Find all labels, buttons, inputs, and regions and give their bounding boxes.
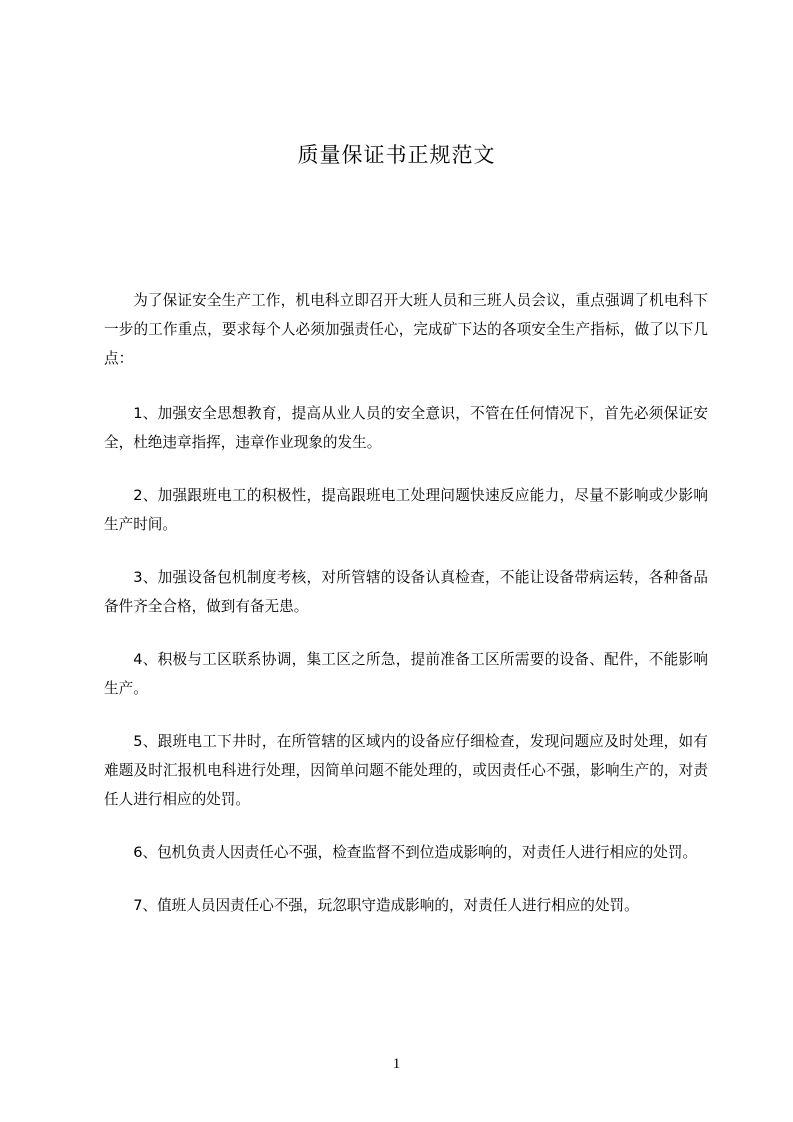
document-body [104,286,708,944]
point-paragraph-7: 7、值班人员因责任心不强，玩忽职守造成影响的，对责任人进行相应的处罚。 [133,897,639,914]
page-number: 1 [392,1056,401,1072]
point-paragraph-1: 1、加强安全思想教育，提高从业人员的安全意识，不管在任何情况下，首先必须保证安全，杜绝违章指挥，违章作业现象的发生。 [104,405,708,451]
point-paragraph-5: 5、跟班电工下井时，在所管辖的区域内的设备应仔细检查，发现问题应及时处理，如有难题及时汇报机电科进行处理，因简单问题不能处理的，或因责任心不强，影响生产的，对责任人进行相应的处罚。 [104,733,708,808]
intro-paragraph: 为了保证安全生产工作，机电科立即召开大班人员和三班人员会议，重点强调了机电科下一步的工作重点，要求每个人必须加强责任心，完成矿下达的各项安全生产指标，做了以下几点： [104,292,708,367]
point-paragraph-3: 3、加强设备包机制度考核，对所管辖的设备认真检查，不能让设备带病运转，各种备品备件齐全合格，做到有备无患。 [104,569,708,615]
page-title: 质量保证书正规范文 [297,143,496,167]
point-paragraph-2: 2、加强跟班电工的积极性，提高跟班电工处理问题快速反应能力，尽量不影响或少影响生产时间。 [104,487,708,533]
point-paragraph-6: 6、包机负责人因责任心不强，检查监督不到位造成影响的，对责任人进行相应的处罚。 [133,844,698,861]
point-paragraph-4: 4、积极与工区联系协调，集工区之所急，提前准备工区所需要的设备、配件，不能影响生产。 [104,651,708,697]
